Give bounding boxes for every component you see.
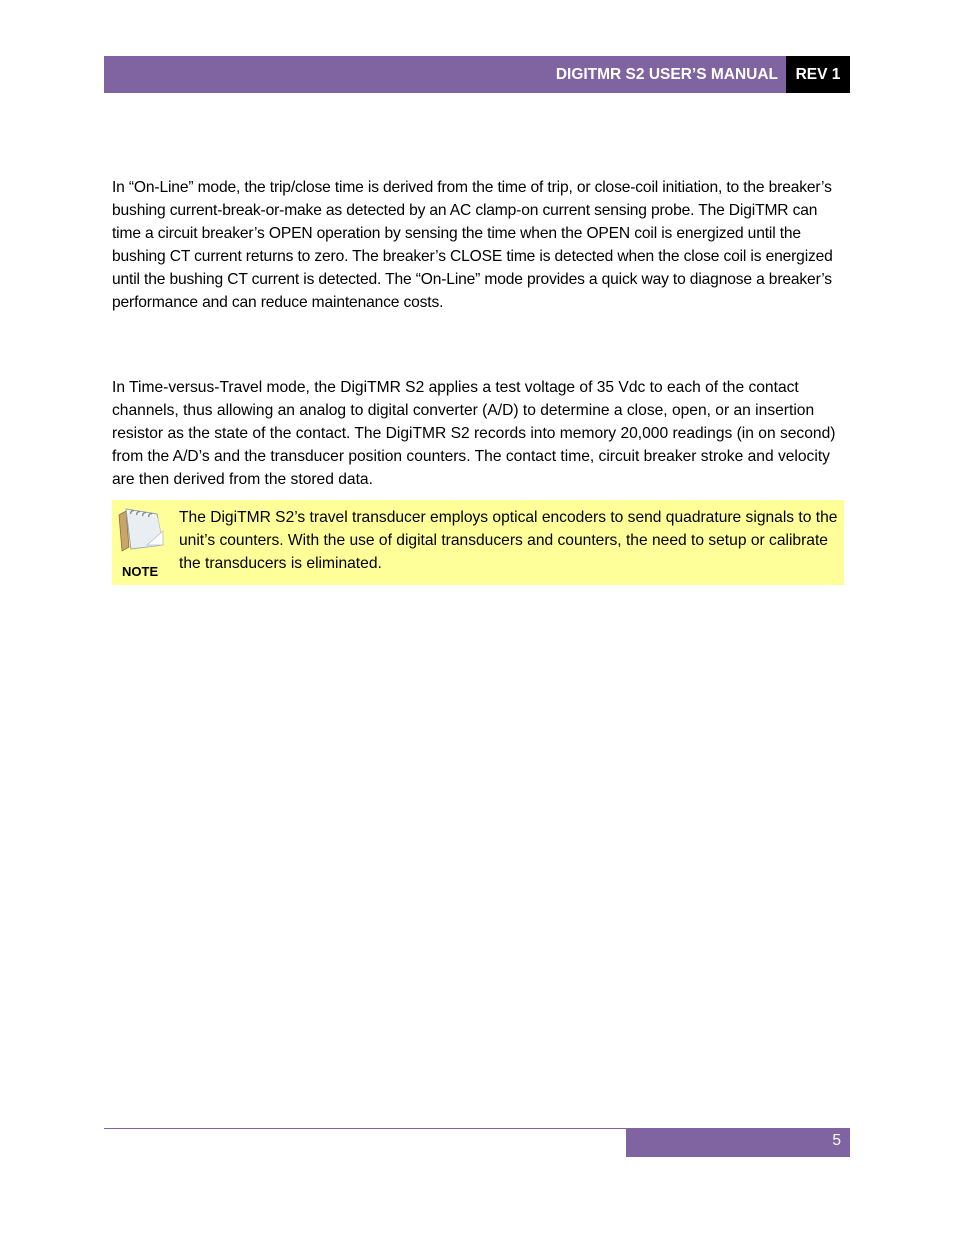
footer-box <box>626 1128 850 1157</box>
notepad-icon <box>117 505 169 557</box>
note-callout <box>112 500 844 585</box>
page-number: 5 <box>832 1132 841 1149</box>
note-label: NOTE <box>122 564 159 579</box>
header-bar <box>104 56 786 93</box>
footer-rule <box>104 1128 626 1129</box>
document-title: DIGITMR S2 USER’S MANUAL <box>555 66 778 83</box>
paragraph-time-travel-mode: In Time-versus-Travel mode, the DigiTMR S2 applies a test voltage of 35 Vdc to each of the contact channels, thus allowing an analog to digital converter (A/D) to determine a close, open, or an insertion resistor as the state of the contact. The DigiTMR S2 records into memory 20,000 readings (in on second) from the A/D’s and the transducer position counters. The contact time, circuit breaker stroke and velocity are then derived from the stored data. <box>112 379 836 488</box>
revision-badge: REV 1 <box>786 56 850 93</box>
note-text: The DigiTMR S2’s travel transducer employs optical encoders to send quadrature signals to the unit’s counters. With the use of digital transducers and counters, the need to setup or calibrate the transducers is eliminated. <box>179 509 838 572</box>
paragraph-online-mode: In “On-Line” mode, the trip/close time is derived from the time of trip, or close-coil initiation, to the breaker’s bushing current-break-or-make as detected by an AC clamp-on current sensing probe. The DigiTMR can time a circuit breaker’s OPEN operation by sensing the time when the OPEN coil is energized until the bushing CT current returns to zero. The breaker’s CLOSE time is detected when the close coil is energized until the bushing CT current is detected. The “On-Line” mode provides a quick way to diagnose a breaker’s performance and can reduce maintenance costs. <box>112 179 833 311</box>
